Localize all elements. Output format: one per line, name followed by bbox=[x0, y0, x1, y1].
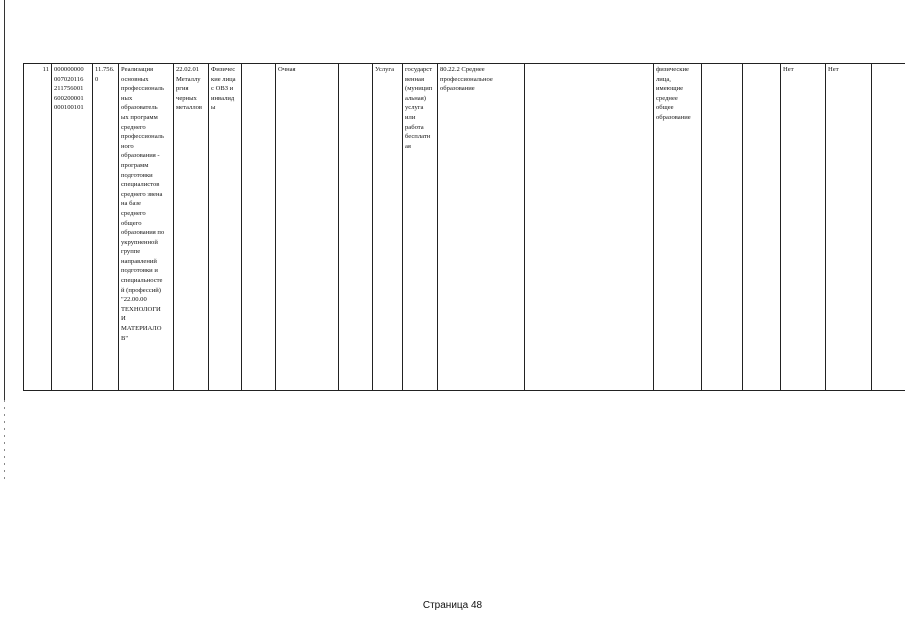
scan-margin-dots bbox=[4, 400, 5, 480]
category-cell: Физичес кие лица с ОВЗ и инвалид ы bbox=[209, 64, 242, 391]
page-number: Страница 48 bbox=[422, 600, 483, 611]
registry-code-cell: 000000000 007020116 211756001 600200001 000100101 bbox=[52, 64, 93, 391]
empty-cell bbox=[872, 64, 905, 391]
specialty-cell: 22.02.01 Металлу ргия черных металлов bbox=[174, 64, 209, 391]
empty-cell bbox=[525, 64, 654, 391]
table-row bbox=[24, 64, 905, 391]
reg-number-cell: 11.756. 0 bbox=[93, 64, 119, 391]
scan-margin-line bbox=[4, 0, 5, 400]
consumers-cell: физические лица, имеющие среднее общее образование bbox=[654, 64, 702, 391]
empty-cell bbox=[702, 64, 743, 391]
empty-cell bbox=[339, 64, 373, 391]
service-kind-cell: государст венная (муницип альная) услуга или работа бесплатн ая bbox=[403, 64, 438, 391]
empty-cell bbox=[743, 64, 781, 391]
flag-cell: Нет bbox=[781, 64, 826, 391]
flag-cell: Нет bbox=[826, 64, 872, 391]
service-name-cell: Реализация основных профессиональ ных образователь ых программ среднего профессиональ ного образования - программ подготовки специалистов среднего звена на базе среднего общего образования по укрупненной группе направлений подготовки и специальносте й (профессий) "22.00.00 ТЕХНОЛОГИ И МАТЕРИАЛО В" bbox=[119, 64, 174, 391]
registry-table bbox=[23, 63, 905, 391]
row-number: 11 bbox=[24, 64, 52, 391]
empty-cell bbox=[242, 64, 276, 391]
okved-cell: 80.22.2 Среднее профессиональное образование bbox=[438, 64, 525, 391]
type-cell: Услуга bbox=[373, 64, 403, 391]
education-form-cell: Очная bbox=[276, 64, 339, 391]
